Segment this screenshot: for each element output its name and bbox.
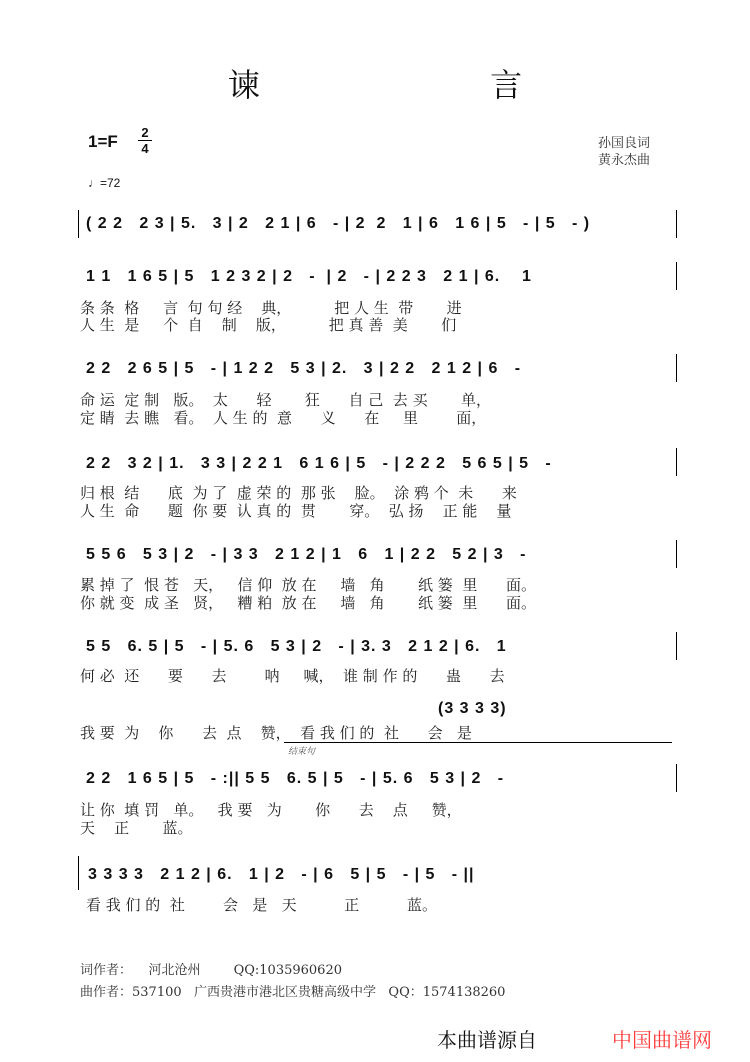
system-start-bar <box>78 856 79 890</box>
notation-line: 2 2 1 6 5 | 5 - :|| 5 5 6. 5 | 5 - | 5. 6 5 3 | 2 - <box>86 770 505 787</box>
lyric-line: 看 我 们 的 社 会 是 天 正 蓝。 <box>86 896 437 914</box>
lyric-line: 累 掉 了 恨 苍 天， 信 仰 放 在 墙 角 纸 篓 里 面。 <box>80 576 536 594</box>
system-start-bar <box>78 210 79 238</box>
lyric-line: 人 生 是 个 自 制 版， 把 真 善 美 们 <box>80 316 457 334</box>
lyric-line: 你 就 变 成 圣 贤， 糟 粕 放 在 墙 角 纸 篓 里 面。 <box>80 594 536 612</box>
watermark-left: 本曲谱源自 <box>437 1028 537 1052</box>
composer-info: 曲作者：537100 广西贵港市港北区贵糖高级中学 QQ：1574138260 <box>80 985 506 1000</box>
lyricist-info: 词作者： 河北沧州 QQ:1035960620 <box>80 963 342 978</box>
system-end-bar <box>676 540 677 568</box>
notation-fragment: (3 3 3 3) <box>438 700 507 717</box>
lyric-line: 天 正 蓝。 <box>80 819 193 837</box>
repeat-marker: 结束句 <box>288 747 316 757</box>
system-end-bar <box>676 262 677 290</box>
notation-line: 5 5 6 5 3 | 2 - | 3 3 2 1 2 | 1 6 1 | 2 2 5 2 | 3 - <box>86 546 527 563</box>
lyric-line: 让 你 填 罚 单。 我 要 为 你 去 点 赞， <box>80 801 462 819</box>
page-title: 谏 言 <box>227 66 633 104</box>
system-end-bar <box>676 354 677 382</box>
lyric-line: 定 睛 去 瞧 看。 人 生 的 意 义 在 里 面， <box>80 409 487 427</box>
tempo-marking: ♩=72 <box>88 176 121 190</box>
system-end-bar <box>676 210 677 238</box>
time-signature-top: 2 <box>141 125 149 140</box>
key-signature: 1=F <box>88 132 118 151</box>
system-end-bar <box>676 448 677 476</box>
lyric-line: 人 生 命 题 你 要 认 真 的 贯 穿。 弘 扬 正 能 量 <box>80 502 512 520</box>
notation-line: 2 2 3 2 | 1. 3 3 | 2 2 1 6 1 6 | 5 - | 2 2 2 5 6 5 | 5 - <box>86 455 552 472</box>
lyric-line: 我 要 为 你 去 点 赞， 看 我 们 的 社 会 是 <box>80 724 472 742</box>
system-end-bar <box>676 764 677 792</box>
lyricist-credit: 孙国良词 <box>598 136 651 151</box>
lyric-line: 归 根 结 底 为 了 虚 荣 的 那 张 脸。 涂 鸦 个 未 来 <box>80 484 517 502</box>
notation-line: 3 3 3 3 2 1 2 | 6. 1 | 2 - | 6 5 | 5 - | 5 - || <box>88 866 475 883</box>
notation-line: 1 1 1 6 5 | 5 1 2 3 2 | 2 - | 2 - | 2 2 3 2 1 | 6. 1 <box>86 268 532 285</box>
time-signature <box>138 126 152 155</box>
repeat-bracket <box>284 742 672 743</box>
notation-line: 2 2 2 6 5 | 5 - | 1 2 2 5 3 | 2. 3 | 2 2 2 1 2 | 6 - <box>86 360 522 377</box>
lyric-line: 何 必 还 要 去 呐 喊， 谁 制 作 的 蛊 去 <box>80 667 505 685</box>
lyric-line: 命 运 定 制 版。 太 轻 狂 自 己 去 买 单， <box>80 391 491 409</box>
time-signature-bottom: 4 <box>141 141 149 156</box>
notation-line: ( 2 2 2 3 | 5. 3 | 2 2 1 | 6 - | 2 2 1 | 6 1 6 | 5 - | 5 - ) <box>86 215 591 232</box>
watermark-right: 中国曲谱网 <box>612 1028 712 1052</box>
lyric-line: 条 条 格 言 句 句 经 典， 把 人 生 带 进 <box>80 299 462 317</box>
system-end-bar <box>676 632 677 660</box>
notation-line: 5 5 6. 5 | 5 - | 5. 6 5 3 | 2 - | 3. 3 2 1 2 | 6. 1 <box>86 638 507 655</box>
composer-credit: 黄永杰曲 <box>598 153 651 168</box>
